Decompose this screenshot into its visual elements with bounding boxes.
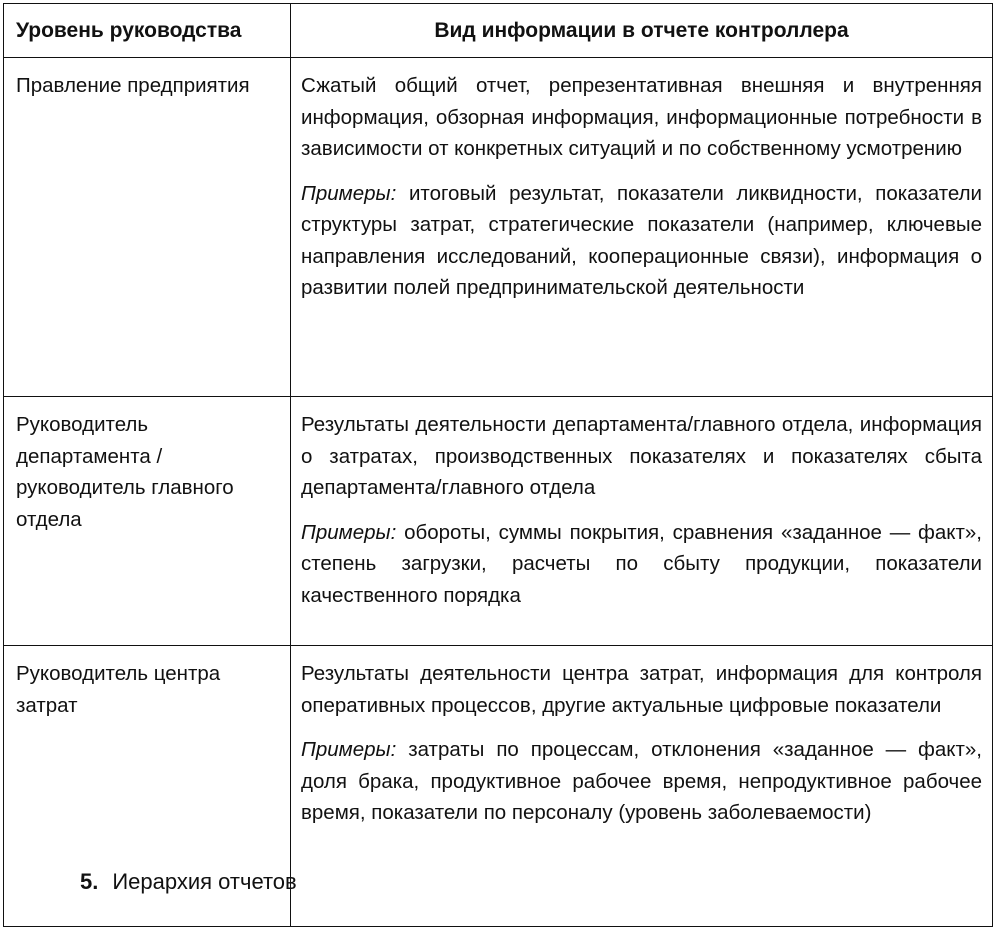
table-row: [4, 58, 993, 397]
examples-text: итоговый результат, показатели ликвидности, показатели структуры затрат, стратегические показатели (например, ключевые направления исследований, кооперационные связи), информация о развитии полей предпринимательской деятельности: [301, 181, 982, 299]
table-row: [4, 397, 993, 646]
section-number: 5.: [80, 869, 99, 894]
management-level-cell: Руководитель центра затрат: [4, 646, 291, 927]
info-description: Результаты деятельности департамента/главного отдела, информация о затратах, производственных показателях и показателях сбыта департамента/главного отдела: [301, 413, 982, 499]
management-level-cell: Руководитель департамента / руководитель главного отдела: [4, 397, 291, 646]
report-info-cell: [291, 646, 993, 927]
header-management-level: Уровень руководства: [4, 4, 291, 58]
info-examples: [301, 178, 982, 304]
controller-report-table: [3, 3, 993, 927]
section-title: Иерархия отчетов: [112, 869, 297, 894]
info-examples: [301, 517, 982, 612]
examples-text: затраты по процессам, отклонения «заданное — факт», доля брака, продуктивное рабочее время, непродуктивное рабочее время, показатели по персоналу (уровень заболеваемости): [301, 738, 982, 824]
examples-label: Примеры:: [301, 520, 397, 544]
info-description: Результаты деятельности центра затрат, информация для контроля оперативных процессов, другие актуальные цифровые показатели: [301, 662, 982, 717]
examples-label: Примеры:: [301, 738, 397, 761]
examples-text: обороты, суммы покрытия, сравнения «заданное — факт», степень загрузки, расчеты по сбыту продукции, показатели качественного порядка: [301, 520, 982, 607]
section-heading: [80, 868, 297, 896]
report-info-cell: [291, 58, 993, 397]
management-level-cell: Правление предприятия: [4, 58, 291, 397]
report-info-cell: [291, 397, 993, 646]
info-examples: [301, 734, 982, 829]
info-description: Сжатый общий отчет, репрезентативная внешняя и внутренняя информация, обзорная информация, информационные потребности в зависимости от конкретных ситуаций и по собственному усмотрению: [301, 74, 982, 160]
table-header-row: [4, 4, 993, 58]
examples-label: Примеры:: [301, 181, 397, 205]
header-report-info-type: Вид информации в отчете контроллера: [291, 4, 993, 58]
